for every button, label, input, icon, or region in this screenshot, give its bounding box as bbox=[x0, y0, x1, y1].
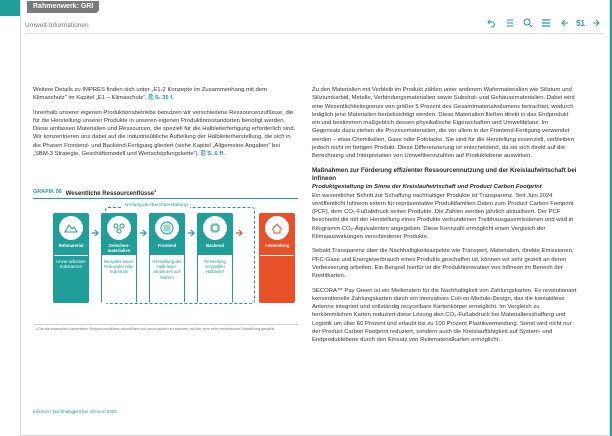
molecule-icon bbox=[107, 216, 131, 240]
paragraph: SECORA™ Pay Green ist ein Meilenstein für die Nachhaltigkeit von Zahlungskarten. Es revolutioniert konventionelle Zahlungskarten durch ein innovatives Coil-on-Module-Design, das die kontaktlose Antenne integriert und vollständig recycelbare Kartenkörper ermöglicht. Im Vergleich zu herkömmlichen Karten reduziert diese Lösung den CO₂-Fußabdruck bei Materialbeschaffung und Logistik um über 60 Prozent und erlaubt bis zu 100 Prozent Plastikvermeidung. Somit wird nicht nur der Product Carbon Footprint reduziert, sondern auch die Kreislauffähigkeit auf System- und Endproduktebene durch den Einsatz von Reinmaterialkarten ermöglicht. bbox=[312, 287, 577, 344]
framework-label[interactable]: Rahmenwerk: GRI bbox=[27, 1, 99, 13]
undo-icon[interactable] bbox=[486, 17, 498, 29]
section-label[interactable]: Umwelt-Informationen bbox=[25, 21, 89, 29]
page-link[interactable]: ⎘ S. 6 ff. bbox=[200, 151, 225, 158]
right-column bbox=[312, 86, 577, 351]
stage-application bbox=[259, 213, 295, 303]
figure-title-text: Wesentliche Ressourcenflüsse bbox=[65, 190, 154, 197]
application-icon bbox=[265, 216, 289, 240]
left-column bbox=[33, 86, 298, 164]
toolbar bbox=[486, 17, 603, 29]
page-link[interactable]: ⎘ S. 35 f. bbox=[148, 95, 174, 102]
arrow-icon bbox=[187, 225, 195, 235]
figure-footnote: 1 Die als wesentlich bewerteten Ressourcenflüsse abzubilden und verschaulich zu machen, ist hier eine sehr vereinfachte Darstellung gewählt. bbox=[35, 327, 276, 331]
paragraph bbox=[33, 86, 298, 103]
stage-frontend bbox=[149, 213, 185, 303]
arrow-icon bbox=[139, 225, 147, 235]
section-subheading: Produktgestaltung im Sinne der Kreislaufwirtschaft und Product Carbon Footprint bbox=[312, 184, 542, 191]
arrow-icon bbox=[235, 225, 243, 235]
resource-flow-figure bbox=[33, 187, 298, 337]
top-label-bar bbox=[27, 0, 227, 14]
header-divider bbox=[25, 33, 605, 34]
stage-description: Unver-arbeitete Substanzen bbox=[54, 255, 88, 303]
figure-bottom-divider bbox=[33, 324, 298, 325]
stage-intermediate-materials bbox=[101, 213, 137, 303]
footer-separator: | bbox=[50, 409, 52, 414]
paragraph-text: Weitere Details zu IMPRES finden sich unter „E1-2 Konzepte im Zusammenhang mit dem Klimaschutz“ im Kapitel „E1 – Klimaschutz“. bbox=[33, 87, 267, 102]
search-icon[interactable] bbox=[522, 17, 534, 29]
paragraph bbox=[33, 109, 298, 159]
section-heading: Maßnahmen zur Förderung effizienter Ressourcennutzung und der Kreislaufwirtschaft bei Infineon bbox=[312, 166, 577, 182]
menu-icon[interactable] bbox=[540, 17, 552, 29]
reporting-scope-label: Umfang der Berichterstattung bbox=[125, 203, 188, 208]
paragraph: Ein wesentlicher Schritt zur Schaffung nachhaltiger Produkte ist Transparenz. Seit Juni 2024 veröffentlicht Infineon extern für repräsentative Produktfamilien Daten zum Product Carbon Footprint (PCF), dem CO₂-Fußabdruck seiner Produkte. Die Zahlen werden jährlich aktualisiert. Der PCF beschreibt die mit der Herstellung eines Produkts verbundenen Treibhausgasemissionen und wird in Kilogramm CO₂-Äquivalenten angegeben. Diese Kennzahl ermöglicht einen Vergleich der Klimaauswirkungen verschiedener Produkte. bbox=[312, 192, 574, 241]
prev-page-icon[interactable] bbox=[558, 17, 570, 29]
paragraph: Zu den Materialien mit Verbleib im Produkt zählen unter anderem Wafermaterialien wie Silizium und Siliziumkarbid, Metalle, Verbindungsmaterialien sowie Substrat- und Gehäusematerialien. Dabei wird eine Wesentlichkeitsgrenze von größer 5 Prozent des Gesamtmaterialvolumens betrachtet, wodurch lediglich jene Materialien berücksichtigt werden. Diese Materialien fließen direkt in das Endprodukt ein und bestimmen maßgeblich dessen physikalische Eigenschaften und Umweltbilanz. Im Gegensatz dazu stehen die Prozessmaterialien, die vor allem in der Frontend-Fertigung verwendet werden – etwa Chemikalien, Gase oder Fotolacke. Sie sind für die Herstellung essenziell, verbleiben jedoch nicht im fertigen Produkt. Diese Differenzierung ist entscheidend, da sie sich direkt auf die Berechnung und Interpretation von Umweltkennzahlen auf Produktebene auswirken. bbox=[312, 87, 575, 160]
stage-name: Backend bbox=[206, 243, 224, 248]
figure-divider bbox=[33, 198, 298, 199]
paragraph: Sobald Transparenz über die Nachhaltigkeitsaspekte wie Transport, Materialien, direkte Emissionen, PFC-Gase und Energieverbrauch eines Produkts geschaffen ist, können wir sehr gezielt an deren Verbesserung arbeiten. Ein Beispiel hierfür ist die Produktinnovation von Infineon im Bereich der Kreditkarten. bbox=[312, 248, 574, 280]
footer-company[interactable]: Infineon bbox=[33, 409, 50, 414]
figure-tag: GRAFIK 06 bbox=[33, 189, 62, 195]
chip-icon bbox=[203, 216, 227, 240]
stage-description bbox=[260, 255, 294, 303]
figure-title-row bbox=[33, 187, 298, 197]
wafer-icon bbox=[155, 216, 179, 240]
footer-report[interactable]: Nachhaltigkeit bei Infineon 2025 bbox=[52, 409, 117, 414]
page-number: 51 bbox=[576, 18, 585, 28]
stage-name: Anwendung bbox=[264, 243, 290, 248]
figure-footnote-marker: 1 bbox=[154, 187, 157, 193]
list-icon[interactable] bbox=[504, 17, 516, 29]
stage-backend bbox=[197, 213, 233, 303]
paragraph-text: Innerhalb unserer eigenen Produktionsbetriebe benutzen wir verschiedene Ressourcenzuflüsse, die für die Herstellung unserer Produkte in unseren eigenen Produktionsstandorten benötigt werden. Diese umfassen Materialien und Ressourcen, die speziell für die Halbleiterfertigung erforderlich sind. Wir konzentrieren uns dabei auf die industrieübliche Aufteilung der Halbleiterherstellung, die sich in die Phasen Frontend- und Backend-Fertigung gliedert (siehe Kapitel „Allgemeine Angaben“ bei „SBM-3 Strategie, Geschäftsmodell und Wertschöpfungskette“). bbox=[33, 109, 296, 158]
next-page-icon[interactable] bbox=[591, 17, 603, 29]
stage-description: Beispiels-weise Roh-wafer oder Substrate bbox=[102, 255, 136, 303]
stage-raw-material bbox=[53, 213, 89, 303]
mountain-icon bbox=[59, 216, 83, 240]
stage-name: Rohmaterial bbox=[58, 243, 84, 248]
stage-name: Frontend bbox=[157, 243, 177, 248]
stage-description: Herstellung verpackter Halbleiter bbox=[198, 255, 232, 303]
page-footer bbox=[33, 409, 117, 414]
document-page bbox=[20, 0, 610, 436]
arrow-icon bbox=[91, 225, 99, 235]
stage-description: Herstellung der Halb-leiter-strukturen auf Wafern bbox=[150, 255, 184, 303]
stage-name: Zwischen-materialien bbox=[107, 243, 131, 253]
figure-title bbox=[66, 188, 157, 197]
